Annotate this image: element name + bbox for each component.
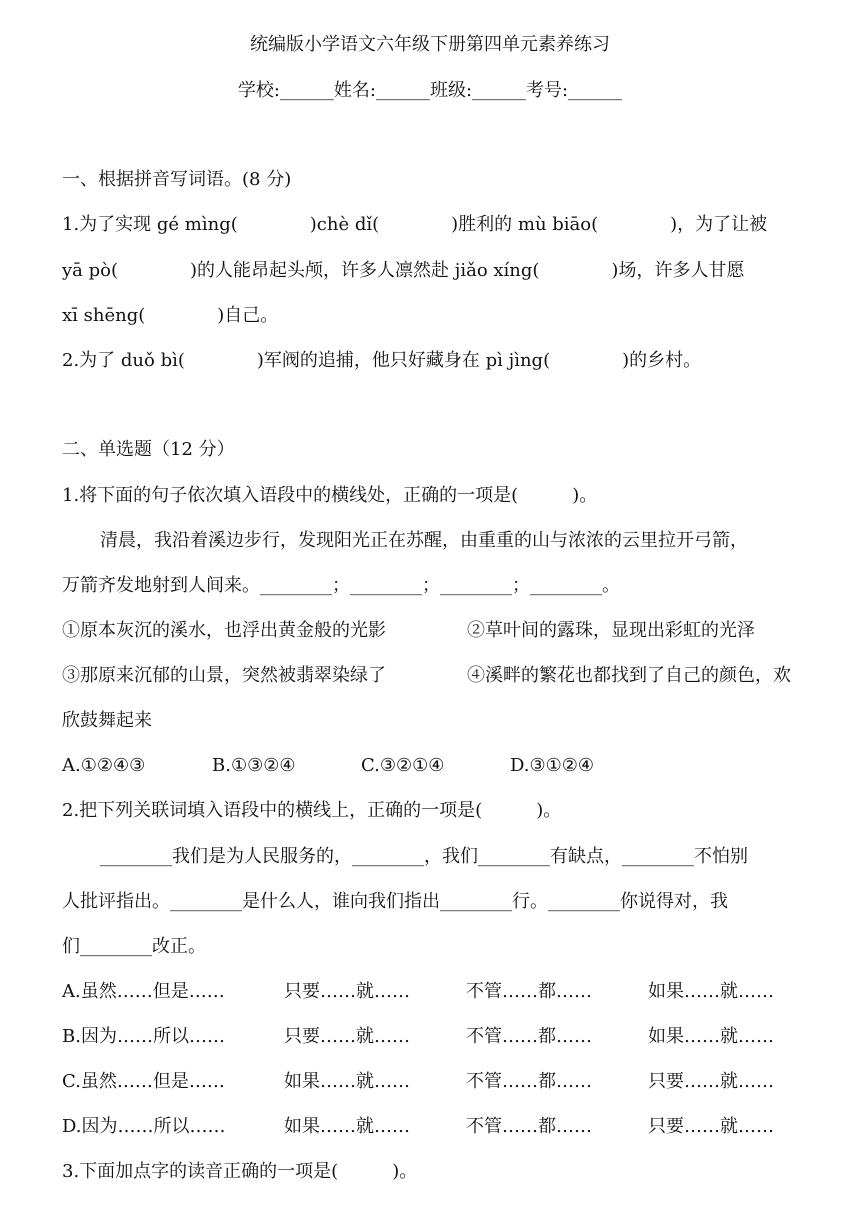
sentence-4-continued: 欣鼓舞起来 [62,710,152,731]
sentence-3: ③那原来沉郁的山景，突然被翡翠染绿了 [62,665,386,686]
s2-q2-stem: 2.把下列关联词填入语段中的横线上，正确的一项是( )。 [62,800,562,821]
s2-q2-passage-line3: 们________改正。 [62,936,206,957]
sentence-2: ②草叶间的露珠，显现出彩虹的光泽 [467,620,755,641]
option-a-col1: A.虽然……但是…… [62,981,225,1002]
sentence-4: ④溪畔的繁花也都找到了自己的颜色，欢 [467,665,791,686]
page-title: 统编版小学语文六年级下册第四单元素养练习 [250,34,610,55]
s1-q2: 2.为了 duǒ bì( )军阀的追捕，他只好藏身在 pì jìng( )的乡村。 [62,350,702,371]
option-d-col4: 只要……就…… [648,1116,774,1137]
s2-q1-passage-line1: 清晨，我沿着溪边步行，发现阳光正在苏醒，由重重的山与浓浓的云里拉开弓箭， [100,530,748,551]
s1-q1-line2: yā pò( )的人能昂起头颅，许多人凛然赴 jiǎo xíng( )场，许多人甘愿 [62,260,745,281]
s2-q2-passage-line2: 人批评指出。________是什么人，谁向我们指出________行。________你说得对，我 [62,891,728,912]
section-1-heading: 一、根据拼音写词语。(8 分) [62,169,292,190]
option-b[interactable]: B.①③②④ [212,755,296,776]
option-a-col2: 只要……就…… [284,981,410,1002]
s2-q3-stem: 3.下面加点字的读音正确的一项是( )。 [62,1161,418,1182]
s2-q2-passage-line1: ________我们是为人民服务的，________，我们________有缺点，________不怕别 [100,846,748,867]
option-c-col1: C.虽然……但是…… [62,1071,225,1092]
option-c[interactable]: C.③②①④ [361,755,445,776]
option-b-col3: 不管……都…… [466,1026,592,1047]
s1-q1-line3: xī shēng( )自己。 [62,305,279,326]
option-d-col1: D.因为……所以…… [62,1116,226,1137]
option-b-col1: B.因为……所以…… [62,1026,225,1047]
s2-q1-passage-line2: 万箭齐发地射到人间来。________；________；________；________。 [62,575,620,596]
section-2-heading: 二、单选题（12 分） [62,439,235,460]
sentence-1: ①原本灰沉的溪水，也浮出黄金般的光影 [62,620,386,641]
option-b-col4: 如果……就…… [648,1026,774,1047]
student-info-line: 学校:______姓名:______班级:______考号:______ [237,80,623,101]
option-c-col4: 只要……就…… [648,1071,774,1092]
option-d-col3: 不管……都…… [466,1116,592,1137]
option-a[interactable]: A.①②④③ [62,755,146,776]
option-a-col4: 如果……就…… [648,981,774,1002]
option-b-col2: 只要……就…… [284,1026,410,1047]
s1-q1-line1: 1.为了实现 gé mìng( )chè dǐ( )胜利的 mù biāo( )，为了让被 [62,214,768,235]
option-a-col3: 不管……都…… [466,981,592,1002]
option-c-col3: 不管……都…… [466,1071,592,1092]
option-d-col2: 如果……就…… [284,1116,410,1137]
option-c-col2: 如果……就…… [284,1071,410,1092]
option-d[interactable]: D.③①②④ [510,755,595,776]
s2-q1-stem: 1.将下面的句子依次填入语段中的横线处，正确的一项是( )。 [62,485,598,506]
